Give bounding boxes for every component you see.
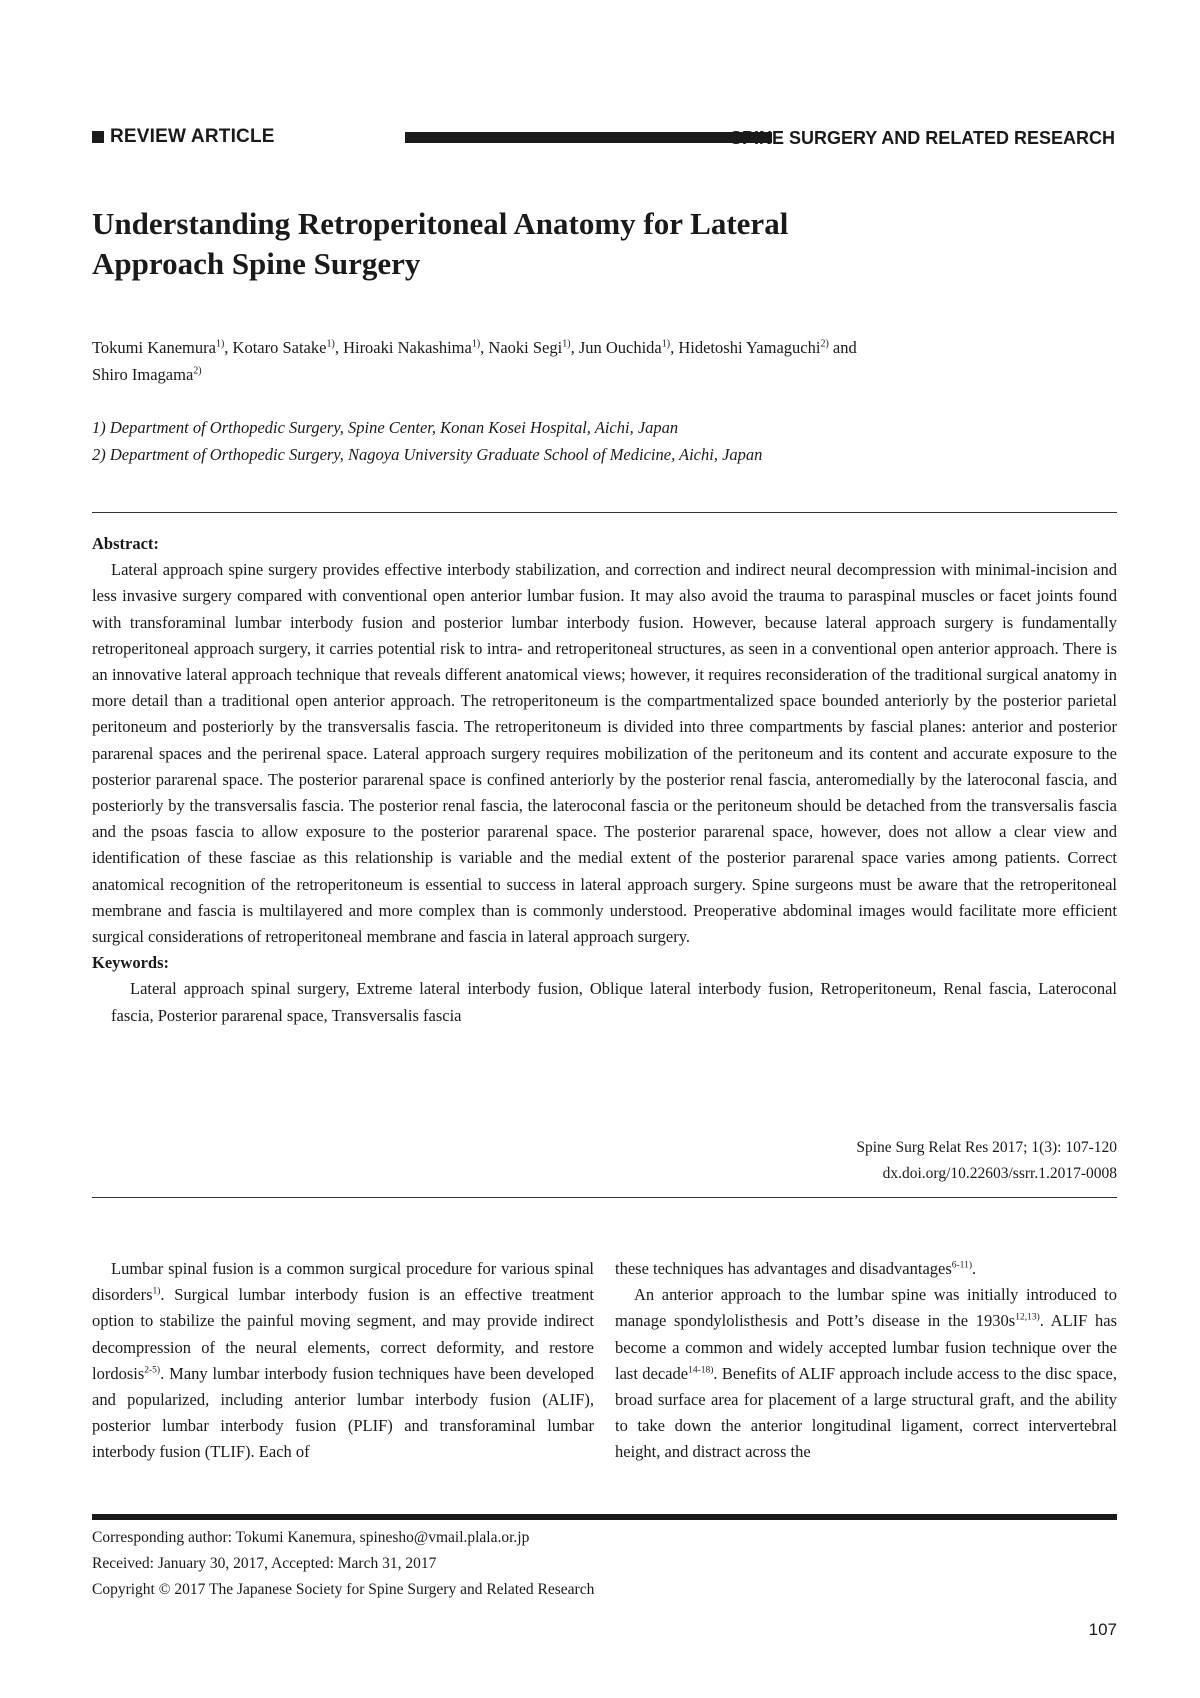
author-affiliation-mark: 2) [193,365,202,377]
author-affiliation-mark: 1) [471,338,481,350]
body-column-left [92,1256,594,1466]
author-affiliation-mark: 1) [326,338,335,350]
author-name: Shiro Imagama [92,365,194,384]
author-affiliation-mark: 1) [215,338,225,350]
author-name: Jun Ouchida [578,338,662,357]
copyright-notice: Copyright © 2017 The Japanese Society for Spine Surgery and Related Research [92,1581,595,1598]
author-conjunction: and [832,338,857,357]
author-affiliation-mark: 1) [661,338,671,350]
journal-reference: Spine Surg Relat Res 2017; 1(3): 107-120 [856,1139,1117,1156]
body-text: . Surgical lumbar interbody fusion is an effective treatment option to stabilize the painful moving segment, and may provide indirect decompression of the neural elements, correct deformity, and restore lordosis [92,1285,594,1383]
body-text: these techniques has advantages and disadvantages [615,1259,952,1278]
reference-mark: 14-18) [688,1365,714,1376]
reference-mark: 6-11) [951,1260,972,1271]
reference-mark: 12,13) [1015,1312,1040,1323]
reference-mark: 1) [152,1286,161,1297]
corresponding-author: Corresponding author: Tokumi Kanemura, spinesho@vmail.plala.or.jp [92,1529,530,1546]
header-bar [405,132,772,143]
keywords-text: Lateral approach spinal surgery, Extreme lateral interbody fusion, Oblique lateral interbody fusion, Retroperitoneum, Renal fascia, Lateroconal fascia, Posterior pararenal space, Transversalis fascia [111,979,1117,1025]
citation-block [856,1135,1117,1187]
body-text: An anterior approach to the lumbar spine was initially introduced to manage spondylolisthesis and Pott’s disease in the 1930s [615,1285,1117,1331]
keywords-heading: Keywords: [92,953,169,973]
abstract-bottom-rule [92,1197,1117,1198]
body-column-right [615,1256,1117,1466]
affiliation-2: 2) Department of Orthopedic Surgery, Nagoya University Graduate School of Medicine, Aichi, Japan [92,445,763,464]
author-name: Kotaro Satake [232,338,327,357]
body-paragraph [615,1282,1117,1465]
author-affiliation-mark: 1) [562,338,571,350]
doi-link[interactable]: dx.doi.org/10.22603/ssrr.1.2017-0008 [882,1165,1117,1182]
author-name: Tokumi Kanemura [92,338,216,357]
abstract-text: Lateral approach spine surgery provides effective interbody stabilization, and correction and indirect neural decompression with minimal-incision and less invasive surgery compared with conventional open anterior lumbar fusion. It may also avoid the trauma to paraspinal muscles or facet joints found with transforaminal lumbar interbody fusion and posterior lumbar interbody fusion. However, because lateral approach surgery is fundamentally retroperitoneal approach surgery, it carries potential risk to intra- and retroperitoneal structures, as seen in a conventional open anterior approach. There is an innovative lateral approach technique that reveals different anatomical views; however, it requires reconsideration of the traditional surgical anatomy in more detail than a traditional open anterior approach. The retroperitoneum is the compartmentalized space bounded anteriorly by the posterior parietal peritoneum and posteriorly by the transversalis fascia. The retroperitoneum is divided into three compartments by fascial planes: anterior and posterior pararenal spaces and the perirenal space. Lateral approach surgery requires mobilization of the peritoneum and its content and accurate exposure to the posterior pararenal space. The posterior pararenal space is confined anteriorly by the posterior renal fascia, anteromedially by the lateroconal fascia, and posteriorly by the transversalis fascia. The posterior renal fascia, the lateroconal fascia or the peritoneum should be detached from the transversalis fascia and the psoas fascia to allow exposure to the posterior pararenal space. The posterior pararenal space, however, does not allow a clear view and identification of these fasciae as this relationship is variable and the medial extent of the posterior pararenal space varies among patients. Correct anatomical recognition of the retroperitoneum is essential to success in lateral approach surgery. Spine surgeons must be aware that the retroperitoneal membrane and fascia is multilayered and more complex than is commonly understood. Preoperative abdominal images would facilitate more efficient surgical considerations of retroperitoneal membrane and fascia in lateral approach surgery. [92,560,1117,947]
abstract-section [92,531,1117,1029]
author-list: Tokumi Kanemura$^{1)}$, Kotaro Satake$^{1)}$, Hiroaki Nakashima$^{1)}$, Naoki Segi$^{1)}$, Jun Ouchida$^{1)}$, Hidetoshi Yamaguchi$^{2)}$ and Shiro Imagama$^{2)}$ [92,338,857,384]
title-line-2: Approach Spine Surgery [92,246,421,281]
reference-mark: 2-5) [144,1365,161,1376]
footer-rule [92,1514,1117,1520]
body-text: . Many lumbar interbody fusion techniques have been developed and popularized, including anterior lumbar interbody fusion (ALIF), posterior lumbar interbody fusion (PLIF) and transforaminal lumbar interbody fusion (TLIF). Each of [92,1363,594,1462]
article-type-label: REVIEW ARTICLE [110,126,275,147]
affiliation-1: 1) Department of Orthopedic Surgery, Spine Center, Konan Kosei Hospital, Aichi, Japan [92,418,679,437]
title-line-1: Understanding Retroperitoneal Anatomy for Lateral [92,206,789,241]
body-text: . [972,1259,977,1278]
page-number: 107 [1088,1620,1117,1639]
abstract-heading: Abstract: [92,534,159,553]
body-paragraph [615,1256,1117,1282]
journal-header [92,126,1115,150]
footnote-block [92,1525,1117,1603]
body-text: . Benefits of ALIF approach include access to the disc space, broad surface area for placement of a large structural graft, and the ability to take down the anterior longitudinal ligament, correct intervertebral height, and distract across the [615,1363,1117,1462]
affiliations [92,414,1092,468]
body-paragraph [92,1256,594,1466]
author-affiliation-mark: 2) [820,338,829,350]
author-name: Hiroaki Nakashima [343,338,472,357]
article-title [92,204,992,284]
received-dates: Received: January 30, 2017, Accepted: March 31, 2017 [92,1555,437,1572]
header-square-marker [92,131,104,143]
author-name: Naoki Segi [488,338,563,357]
journal-name: SPINE SURGERY AND RELATED RESEARCH [729,128,1115,148]
author-name: Hidetoshi Yamaguchi [678,338,821,357]
body-text: . ALIF has become a common and widely accepted lumbar fusion technique over the last decade [615,1311,1118,1383]
body-text: Lumbar spinal fusion is a common surgical procedure for various spinal disorders [92,1259,594,1305]
abstract-top-rule [92,512,1117,513]
